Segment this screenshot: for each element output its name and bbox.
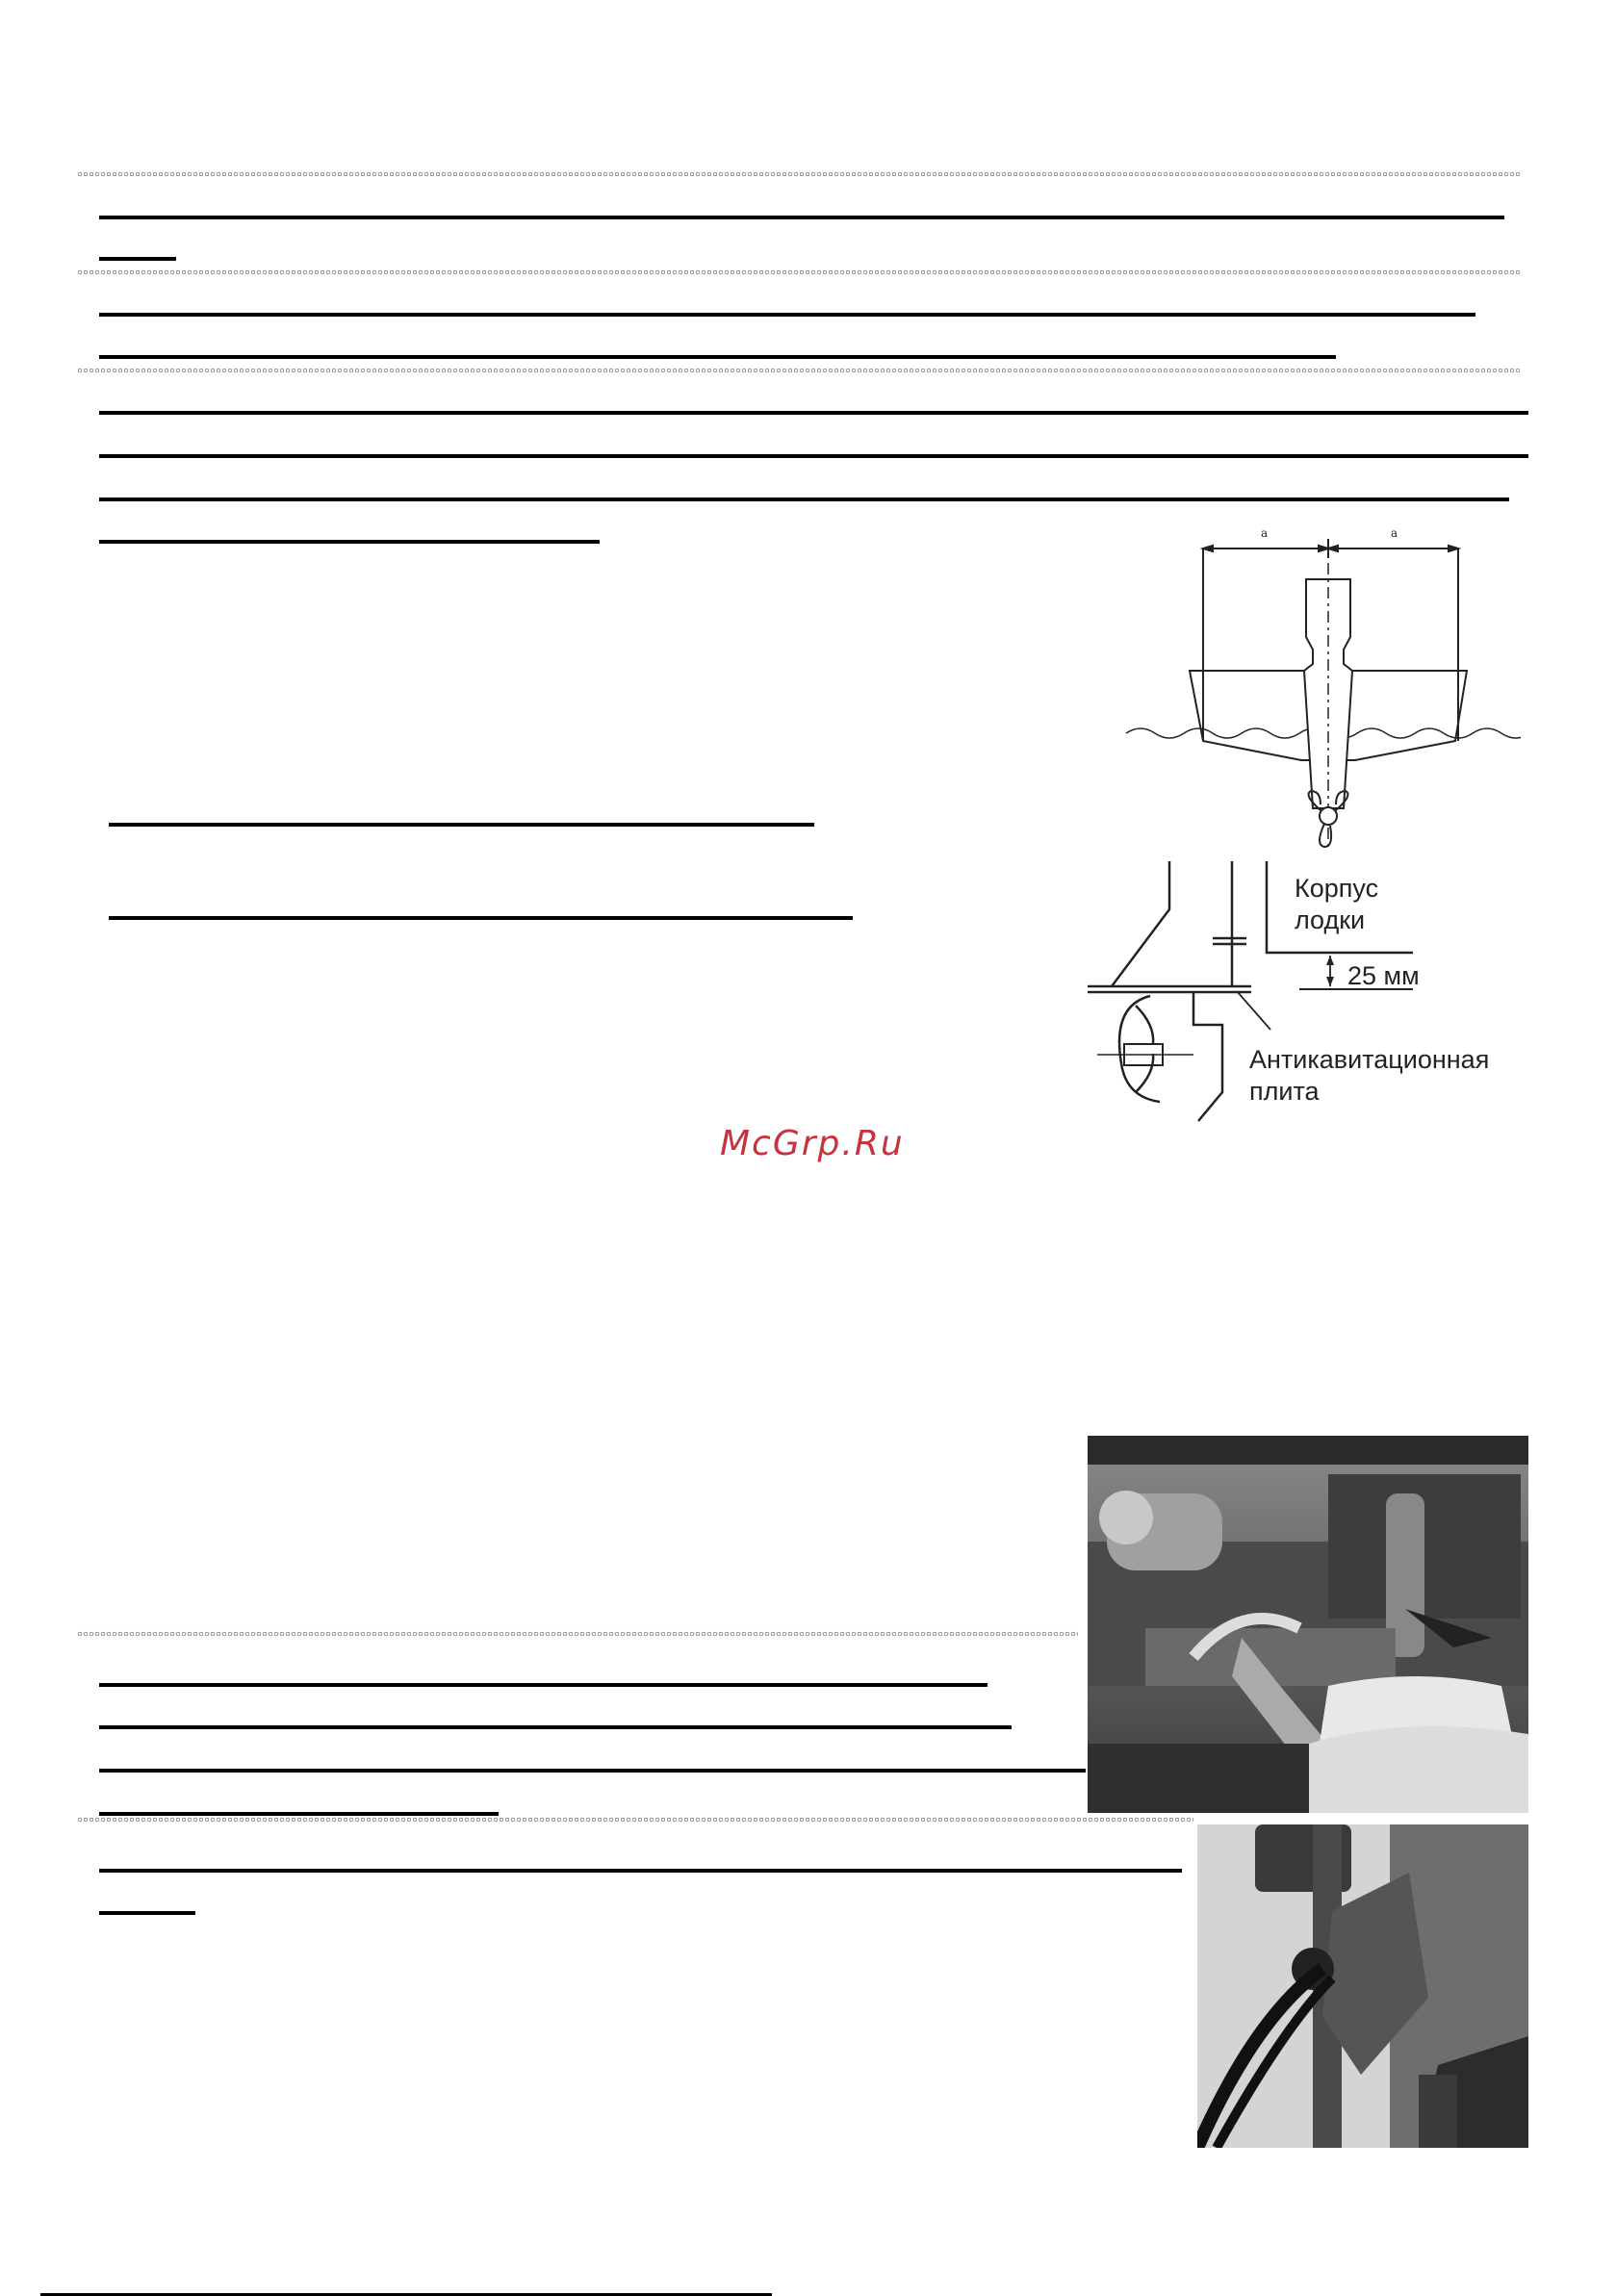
redacted-text-line bbox=[99, 1725, 1012, 1729]
boat-rear-view-svg bbox=[1116, 520, 1521, 866]
redacted-text-line bbox=[99, 1769, 1086, 1773]
redacted-text-line bbox=[99, 313, 1475, 317]
section-separator bbox=[77, 368, 1521, 373]
redacted-text-line bbox=[109, 823, 814, 827]
clamp-wrench-photo-svg bbox=[1088, 1436, 1528, 1813]
hull-label-line2: лодки bbox=[1295, 906, 1366, 934]
redacted-text-line bbox=[99, 1869, 1182, 1873]
redacted-text-line bbox=[99, 540, 600, 544]
section-separator bbox=[77, 171, 1521, 177]
redacted-text-line bbox=[99, 1812, 499, 1816]
section-separator bbox=[77, 1817, 1193, 1823]
safety-cable-photo-svg bbox=[1197, 1824, 1528, 2148]
watermark-text: McGrp.Ru bbox=[720, 1124, 905, 1163]
redacted-text-line bbox=[99, 216, 1504, 219]
plate-label-line2: плита bbox=[1249, 1077, 1320, 1106]
redacted-text-line bbox=[99, 1683, 988, 1687]
boat-rear-view-diagram bbox=[1116, 520, 1521, 866]
hull-label-line1: Корпус bbox=[1295, 874, 1379, 903]
dimension-label-right: a bbox=[1391, 526, 1398, 540]
motor-depth-side-svg bbox=[1078, 861, 1530, 1126]
redacted-text-line bbox=[99, 454, 1528, 458]
plate-label-line1: Антикавитационная bbox=[1249, 1045, 1490, 1074]
redacted-text-line bbox=[99, 257, 176, 261]
redacted-text-line bbox=[99, 355, 1336, 359]
redacted-text-line bbox=[99, 1911, 195, 1915]
safety-cable-photo bbox=[1197, 1824, 1528, 2148]
redacted-text-line bbox=[99, 411, 1528, 415]
motor-depth-side-diagram bbox=[1078, 861, 1530, 1126]
section-separator bbox=[77, 269, 1521, 275]
dimension-label-left: a bbox=[1261, 526, 1269, 540]
depth-value-label: 25 мм bbox=[1347, 961, 1420, 990]
redacted-text-line bbox=[99, 497, 1509, 501]
redacted-text-line bbox=[109, 916, 853, 920]
section-separator bbox=[77, 1631, 1078, 1637]
clamp-wrench-photo bbox=[1088, 1436, 1528, 1813]
